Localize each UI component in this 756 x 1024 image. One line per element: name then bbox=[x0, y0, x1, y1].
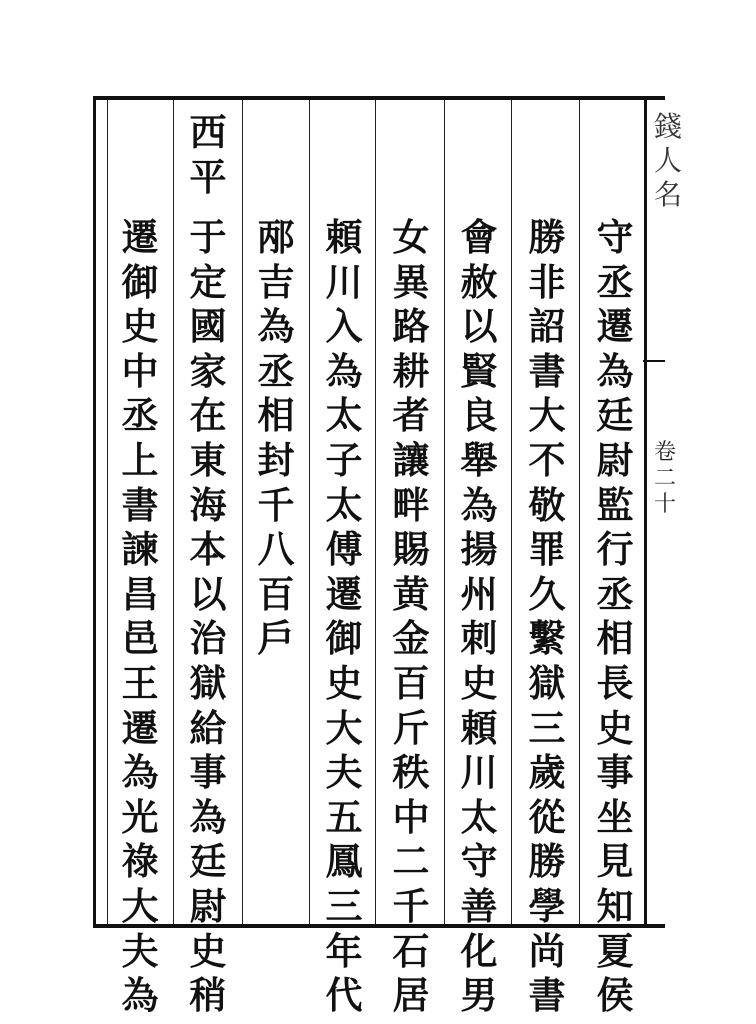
glyph: 善 bbox=[460, 883, 498, 928]
glyph: 揚 bbox=[460, 527, 498, 572]
glyph: 史 bbox=[121, 304, 159, 349]
glyph: 長 bbox=[596, 660, 634, 705]
glyph: 尉 bbox=[596, 437, 634, 482]
glyph: 罪 bbox=[528, 527, 566, 572]
glyph: 相 bbox=[596, 616, 634, 661]
glyph: 中 bbox=[392, 794, 430, 839]
column-rule bbox=[173, 100, 174, 924]
glyph: 以 bbox=[460, 304, 498, 349]
glyph: 女 bbox=[392, 215, 430, 259]
margin-title bbox=[648, 110, 688, 212]
glyph: 中 bbox=[121, 348, 159, 393]
glyph: 廷 bbox=[189, 839, 227, 884]
glyph: 良 bbox=[460, 393, 498, 438]
text-column-8 bbox=[110, 215, 170, 1018]
glyph: 治 bbox=[189, 616, 227, 661]
column-rule bbox=[107, 100, 108, 924]
glyph: 夫 bbox=[121, 928, 159, 973]
glyph: 尚 bbox=[528, 928, 566, 973]
glyph: 耕 bbox=[392, 348, 430, 393]
glyph: 頼 bbox=[460, 705, 498, 750]
glyph: 丞 bbox=[596, 259, 634, 304]
column-rule bbox=[375, 100, 376, 924]
glyph: 大 bbox=[121, 883, 159, 928]
text-column-2 bbox=[517, 215, 577, 1018]
glyph: 守 bbox=[460, 839, 498, 884]
glyph: 封 bbox=[257, 437, 295, 482]
margin-title-text bbox=[654, 110, 682, 212]
text-column-1 bbox=[585, 215, 645, 1018]
glyph: 以 bbox=[189, 571, 227, 616]
glyph: 久 bbox=[528, 571, 566, 616]
margin-page-label bbox=[654, 440, 676, 518]
column-rule bbox=[444, 100, 445, 924]
glyph: 書 bbox=[528, 973, 566, 1018]
glyph: 人 bbox=[653, 144, 682, 177]
glyph: 年 bbox=[325, 928, 363, 973]
glyph: 金 bbox=[392, 616, 430, 661]
glyph: 鳳 bbox=[325, 839, 363, 884]
glyph: 從 bbox=[528, 794, 566, 839]
glyph: 丞 bbox=[257, 348, 295, 393]
glyph: 男 bbox=[460, 973, 498, 1018]
glyph: 州 bbox=[460, 571, 498, 616]
glyph: 名 bbox=[653, 178, 682, 211]
glyph: 化 bbox=[460, 928, 498, 973]
glyph: 相 bbox=[257, 393, 295, 438]
glyph: 川 bbox=[460, 750, 498, 795]
glyph: 事 bbox=[189, 750, 227, 795]
glyph: 千 bbox=[392, 883, 430, 928]
text-column-5 bbox=[314, 215, 374, 1018]
glyph: 為 bbox=[121, 973, 159, 1018]
glyph: 光 bbox=[121, 794, 159, 839]
glyph: 畔 bbox=[392, 482, 430, 527]
glyph: 海 bbox=[189, 482, 227, 527]
glyph: 百 bbox=[257, 571, 295, 616]
glyph: 侯 bbox=[596, 973, 634, 1018]
glyph: 遷 bbox=[121, 705, 159, 750]
glyph: 卷 bbox=[654, 440, 677, 465]
glyph: 書 bbox=[528, 348, 566, 393]
glyph: 錢 bbox=[653, 110, 682, 143]
glyph: 邴 bbox=[257, 215, 295, 259]
glyph: 頼 bbox=[325, 215, 363, 259]
text-column-6 bbox=[246, 215, 306, 661]
glyph: 書 bbox=[121, 482, 159, 527]
glyph: 五 bbox=[325, 794, 363, 839]
glyph: 異 bbox=[392, 259, 430, 304]
glyph: 賢 bbox=[460, 348, 498, 393]
glyph: 太 bbox=[325, 393, 363, 438]
glyph: 守 bbox=[596, 215, 634, 259]
glyph: 八 bbox=[257, 527, 295, 572]
glyph: 監 bbox=[596, 482, 634, 527]
column-rule bbox=[579, 100, 580, 924]
glyph: 史 bbox=[596, 705, 634, 750]
glyph: 千 bbox=[257, 482, 295, 527]
glyph: 二 bbox=[654, 466, 677, 491]
glyph: 勝 bbox=[528, 215, 566, 259]
column-rule bbox=[242, 100, 243, 924]
glyph: 家 bbox=[189, 348, 227, 393]
glyph: 史 bbox=[460, 660, 498, 705]
glyph: 諫 bbox=[121, 527, 159, 572]
glyph: 行 bbox=[596, 527, 634, 572]
glyph: 丞 bbox=[596, 571, 634, 616]
text-column-7-heading bbox=[178, 110, 238, 199]
glyph: 刺 bbox=[460, 616, 498, 661]
glyph: 者 bbox=[392, 393, 430, 438]
glyph: 夏 bbox=[596, 928, 634, 973]
glyph: 給 bbox=[189, 705, 227, 750]
glyph: 王 bbox=[121, 660, 159, 705]
glyph: 獄 bbox=[189, 660, 227, 705]
glyph: 尉 bbox=[189, 883, 227, 928]
glyph: 為 bbox=[460, 482, 498, 527]
glyph: 會 bbox=[460, 215, 498, 259]
glyph: 三 bbox=[528, 705, 566, 750]
glyph: 斤 bbox=[392, 705, 430, 750]
glyph: 于 bbox=[189, 215, 227, 259]
glyph: 戶 bbox=[257, 616, 295, 661]
glyph: 十 bbox=[654, 492, 677, 517]
glyph: 吉 bbox=[257, 259, 295, 304]
glyph: 獄 bbox=[528, 660, 566, 705]
glyph: 定 bbox=[189, 259, 227, 304]
page-label-text bbox=[654, 440, 676, 518]
glyph: 為 bbox=[189, 794, 227, 839]
glyph: 西 bbox=[189, 110, 227, 154]
text-column-3 bbox=[449, 215, 509, 1018]
margin-mark bbox=[643, 360, 665, 362]
glyph: 遷 bbox=[121, 215, 159, 259]
glyph: 邑 bbox=[121, 616, 159, 661]
glyph: 國 bbox=[189, 304, 227, 349]
glyph: 三 bbox=[325, 883, 363, 928]
glyph: 百 bbox=[392, 660, 430, 705]
glyph: 子 bbox=[325, 437, 363, 482]
text-column-7 bbox=[178, 215, 238, 1018]
glyph: 敬 bbox=[528, 482, 566, 527]
glyph: 知 bbox=[596, 883, 634, 928]
glyph: 稍 bbox=[189, 973, 227, 1018]
glyph: 路 bbox=[392, 304, 430, 349]
glyph: 遷 bbox=[596, 304, 634, 349]
glyph: 為 bbox=[596, 348, 634, 393]
glyph: 東 bbox=[189, 437, 227, 482]
glyph: 詔 bbox=[528, 304, 566, 349]
glyph: 石 bbox=[392, 928, 430, 973]
glyph: 歲 bbox=[528, 750, 566, 795]
glyph: 為 bbox=[257, 304, 295, 349]
glyph: 大 bbox=[528, 393, 566, 438]
glyph: 太 bbox=[460, 794, 498, 839]
glyph: 賜 bbox=[392, 527, 430, 572]
glyph: 二 bbox=[392, 839, 430, 884]
glyph: 平 bbox=[189, 154, 227, 199]
glyph: 不 bbox=[528, 437, 566, 482]
column-rule bbox=[511, 100, 512, 924]
glyph: 昌 bbox=[121, 571, 159, 616]
glyph: 為 bbox=[325, 348, 363, 393]
glyph: 在 bbox=[189, 393, 227, 438]
glyph: 舉 bbox=[460, 437, 498, 482]
glyph: 勝 bbox=[528, 839, 566, 884]
glyph: 代 bbox=[325, 973, 363, 1018]
glyph: 上 bbox=[121, 437, 159, 482]
glyph: 遷 bbox=[325, 571, 363, 616]
glyph: 太 bbox=[325, 482, 363, 527]
glyph: 丞 bbox=[121, 393, 159, 438]
glyph: 讓 bbox=[392, 437, 430, 482]
glyph: 祿 bbox=[121, 839, 159, 884]
glyph: 秩 bbox=[392, 750, 430, 795]
glyph: 大 bbox=[325, 705, 363, 750]
glyph: 廷 bbox=[596, 393, 634, 438]
glyph: 繫 bbox=[528, 616, 566, 661]
column-rule bbox=[309, 100, 310, 924]
glyph: 傅 bbox=[325, 527, 363, 572]
glyph: 赦 bbox=[460, 259, 498, 304]
text-column-4 bbox=[381, 215, 441, 1018]
glyph: 御 bbox=[325, 616, 363, 661]
glyph: 御 bbox=[121, 259, 159, 304]
glyph: 入 bbox=[325, 304, 363, 349]
glyph: 本 bbox=[189, 527, 227, 572]
glyph: 非 bbox=[528, 259, 566, 304]
glyph: 夫 bbox=[325, 750, 363, 795]
glyph: 學 bbox=[528, 883, 566, 928]
glyph: 黄 bbox=[392, 571, 430, 616]
glyph: 事 bbox=[596, 750, 634, 795]
glyph: 史 bbox=[189, 928, 227, 973]
glyph: 坐 bbox=[596, 794, 634, 839]
glyph: 史 bbox=[325, 660, 363, 705]
glyph: 川 bbox=[325, 259, 363, 304]
glyph: 為 bbox=[121, 750, 159, 795]
glyph: 見 bbox=[596, 839, 634, 884]
glyph: 居 bbox=[392, 973, 430, 1018]
